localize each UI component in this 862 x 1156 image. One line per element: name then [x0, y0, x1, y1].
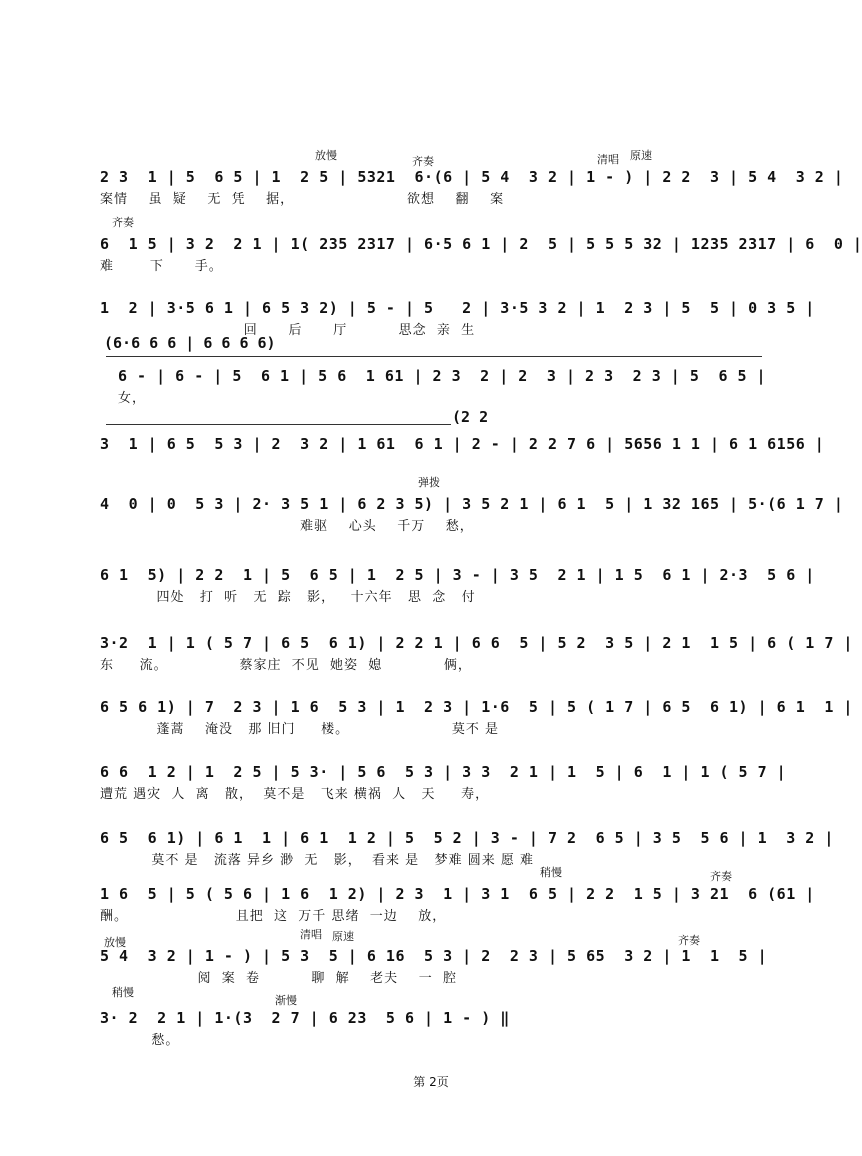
tempo-marks [100, 862, 765, 884]
notation-line: 1 6 5 | 5 ( 5 6 | 1 6 1 2) | 2 3 1 | 3 1 6 5 | 2 2 1 5 | 3 21 6 (61 | [100, 885, 815, 903]
lyric-line: 难驱 心头 千万 愁， [100, 519, 474, 534]
lyric-line: 蓬蒿 淹没 那 旧门 楼。 莫不 是 [100, 722, 499, 737]
tempo-mark: 渐慢 [275, 994, 297, 1007]
tempo-mark: 清唱 [300, 928, 322, 941]
notation-line: 6 5 6 1) | 7 2 3 | 1 6 5 3 | 1 2 3 | 1·6 5 | 5 ( 1 7 | 6 5 6 1) | 6 1 1 | [100, 698, 853, 716]
tempo-mark: 弹拨 [418, 476, 440, 489]
lyric-line: 案情 虽 疑 无 凭 据， 欲想 翻 案 [100, 192, 505, 207]
lyric-line: 女， [118, 391, 147, 406]
notation-line: 2 3 1 | 5 6 5 | 1 2 5 | 5321 6·(6 | 5 4 3 2 | 1 - ) | 2 2 3 | 5 4 3 2 | [100, 168, 844, 186]
lyric-line: 遭荒 遇灾 人 离 散， 莫不是 飞来 横祸 人 天 寿， [100, 787, 490, 802]
tempo-marks [100, 986, 765, 1008]
tempo-marks [100, 145, 765, 167]
accompaniment-line: (2 2 [452, 408, 489, 426]
lyric-line: 回 后 厅 思念 亲 生 [100, 323, 476, 338]
notation-line: 6 - | 6 - | 5 6 1 | 5 6 1 61 | 2 3 2 | 2 3 | 2 3 2 3 | 5 6 5 | [118, 367, 767, 385]
notation-line: 1 2 | 3·5 6 1 | 6 5 3 2) | 5 - | 5 2 | 3·5 3 2 | 1 2 3 | 5 5 | 0 3 5 | [100, 299, 815, 317]
notation-line: 4 0 | 0 5 3 | 2· 3 5 1 | 6 2 3 5) | 3 5 2 1 | 6 1 5 | 1 32 165 | 5·(6 1 7 | [100, 495, 844, 513]
tempo-marks [100, 924, 765, 949]
tempo-mark: 原速 [332, 930, 354, 943]
notation-line: 6 1 5) | 2 2 1 | 5 6 5 | 1 2 5 | 3 - | 3 5 2 1 | 1 5 6 1 | 2·3 5 6 | [100, 566, 815, 584]
tempo-mark: 稍慢 [540, 866, 562, 879]
tempo-marks [100, 212, 765, 234]
tempo-marks [100, 472, 765, 494]
notation-line: 6 6 1 2 | 1 2 5 | 5 3· | 5 6 5 3 | 3 3 2 1 | 1 5 | 6 1 | 1 ( 5 7 | [100, 763, 787, 781]
notation-line: 3·2 1 | 1 ( 5 7 | 6 5 6 1) | 2 2 1 | 6 6 5 | 5 2 3 5 | 2 1 1 5 | 6 ( 1 7 | [100, 634, 853, 652]
lyric-line: 四处 打 听 无 踪 影， 十六年 思 念 付 [100, 590, 476, 605]
tempo-mark: 清唱 [597, 153, 619, 166]
tempo-mark: 齐奏 [412, 155, 434, 168]
lyric-line: 莫不 是 流落 异乡 渺 无 影， 看来 是 梦难 圆来 愿 难 [100, 853, 534, 868]
lyric-line: 东 流。 蔡家庄 不见 她姿 媳 俩， [100, 658, 472, 673]
tempo-mark: 稍慢 [112, 986, 134, 999]
staff-divider [106, 424, 451, 425]
lyric-line: 阅 案 卷 聊 解 老夫 一 腔 [100, 971, 457, 986]
notation-line: 3 1 | 6 5 5 3 | 2 3 2 | 1 61 6 1 | 2 - | 2 2 7 6 | 5656 1 1 | 6 1 6156 | [100, 435, 825, 453]
lyric-line: 愁。 [100, 1033, 180, 1048]
staff-divider [106, 356, 762, 357]
accompaniment-line: (6·6 6 6 | 6 6 6 6) [104, 334, 276, 352]
notation-line: 6 5 6 1) | 6 1 1 | 6 1 1 2 | 5 5 2 | 3 - | 7 2 6 5 | 3 5 5 6 | 1 3 2 | [100, 829, 834, 847]
tempo-mark: 齐奏 [710, 870, 732, 883]
tempo-mark: 原速 [630, 149, 652, 162]
lyric-line: 难 下 手。 [100, 259, 223, 274]
lyric-line: 酬。 且把 这 万千 思绪 一边 放， [100, 909, 447, 924]
tempo-mark: 齐奏 [112, 216, 134, 229]
notation-line: 3· 2 2 1 | 1·(3 2 7 | 6 23 5 6 | 1 - ) ‖ [100, 1009, 510, 1027]
tempo-mark: 齐奏 [678, 934, 700, 947]
notation-line: 6 1 5 | 3 2 2 1 | 1( 235 2317 | 6·5 6 1 | 2 5 | 5 5 5 32 | 1235 2317 | 6 0 | [100, 235, 862, 253]
notation-line: 5 4 3 2 | 1 - ) | 5 3 5 | 6 16 5 3 | 2 2 3 | 5 65 3 2 | 1 1 5 | [100, 947, 768, 965]
tempo-mark: 放慢 [315, 149, 337, 162]
page-number: 第 2页 [413, 1075, 449, 1089]
tempo-mark: 放慢 [104, 936, 126, 949]
